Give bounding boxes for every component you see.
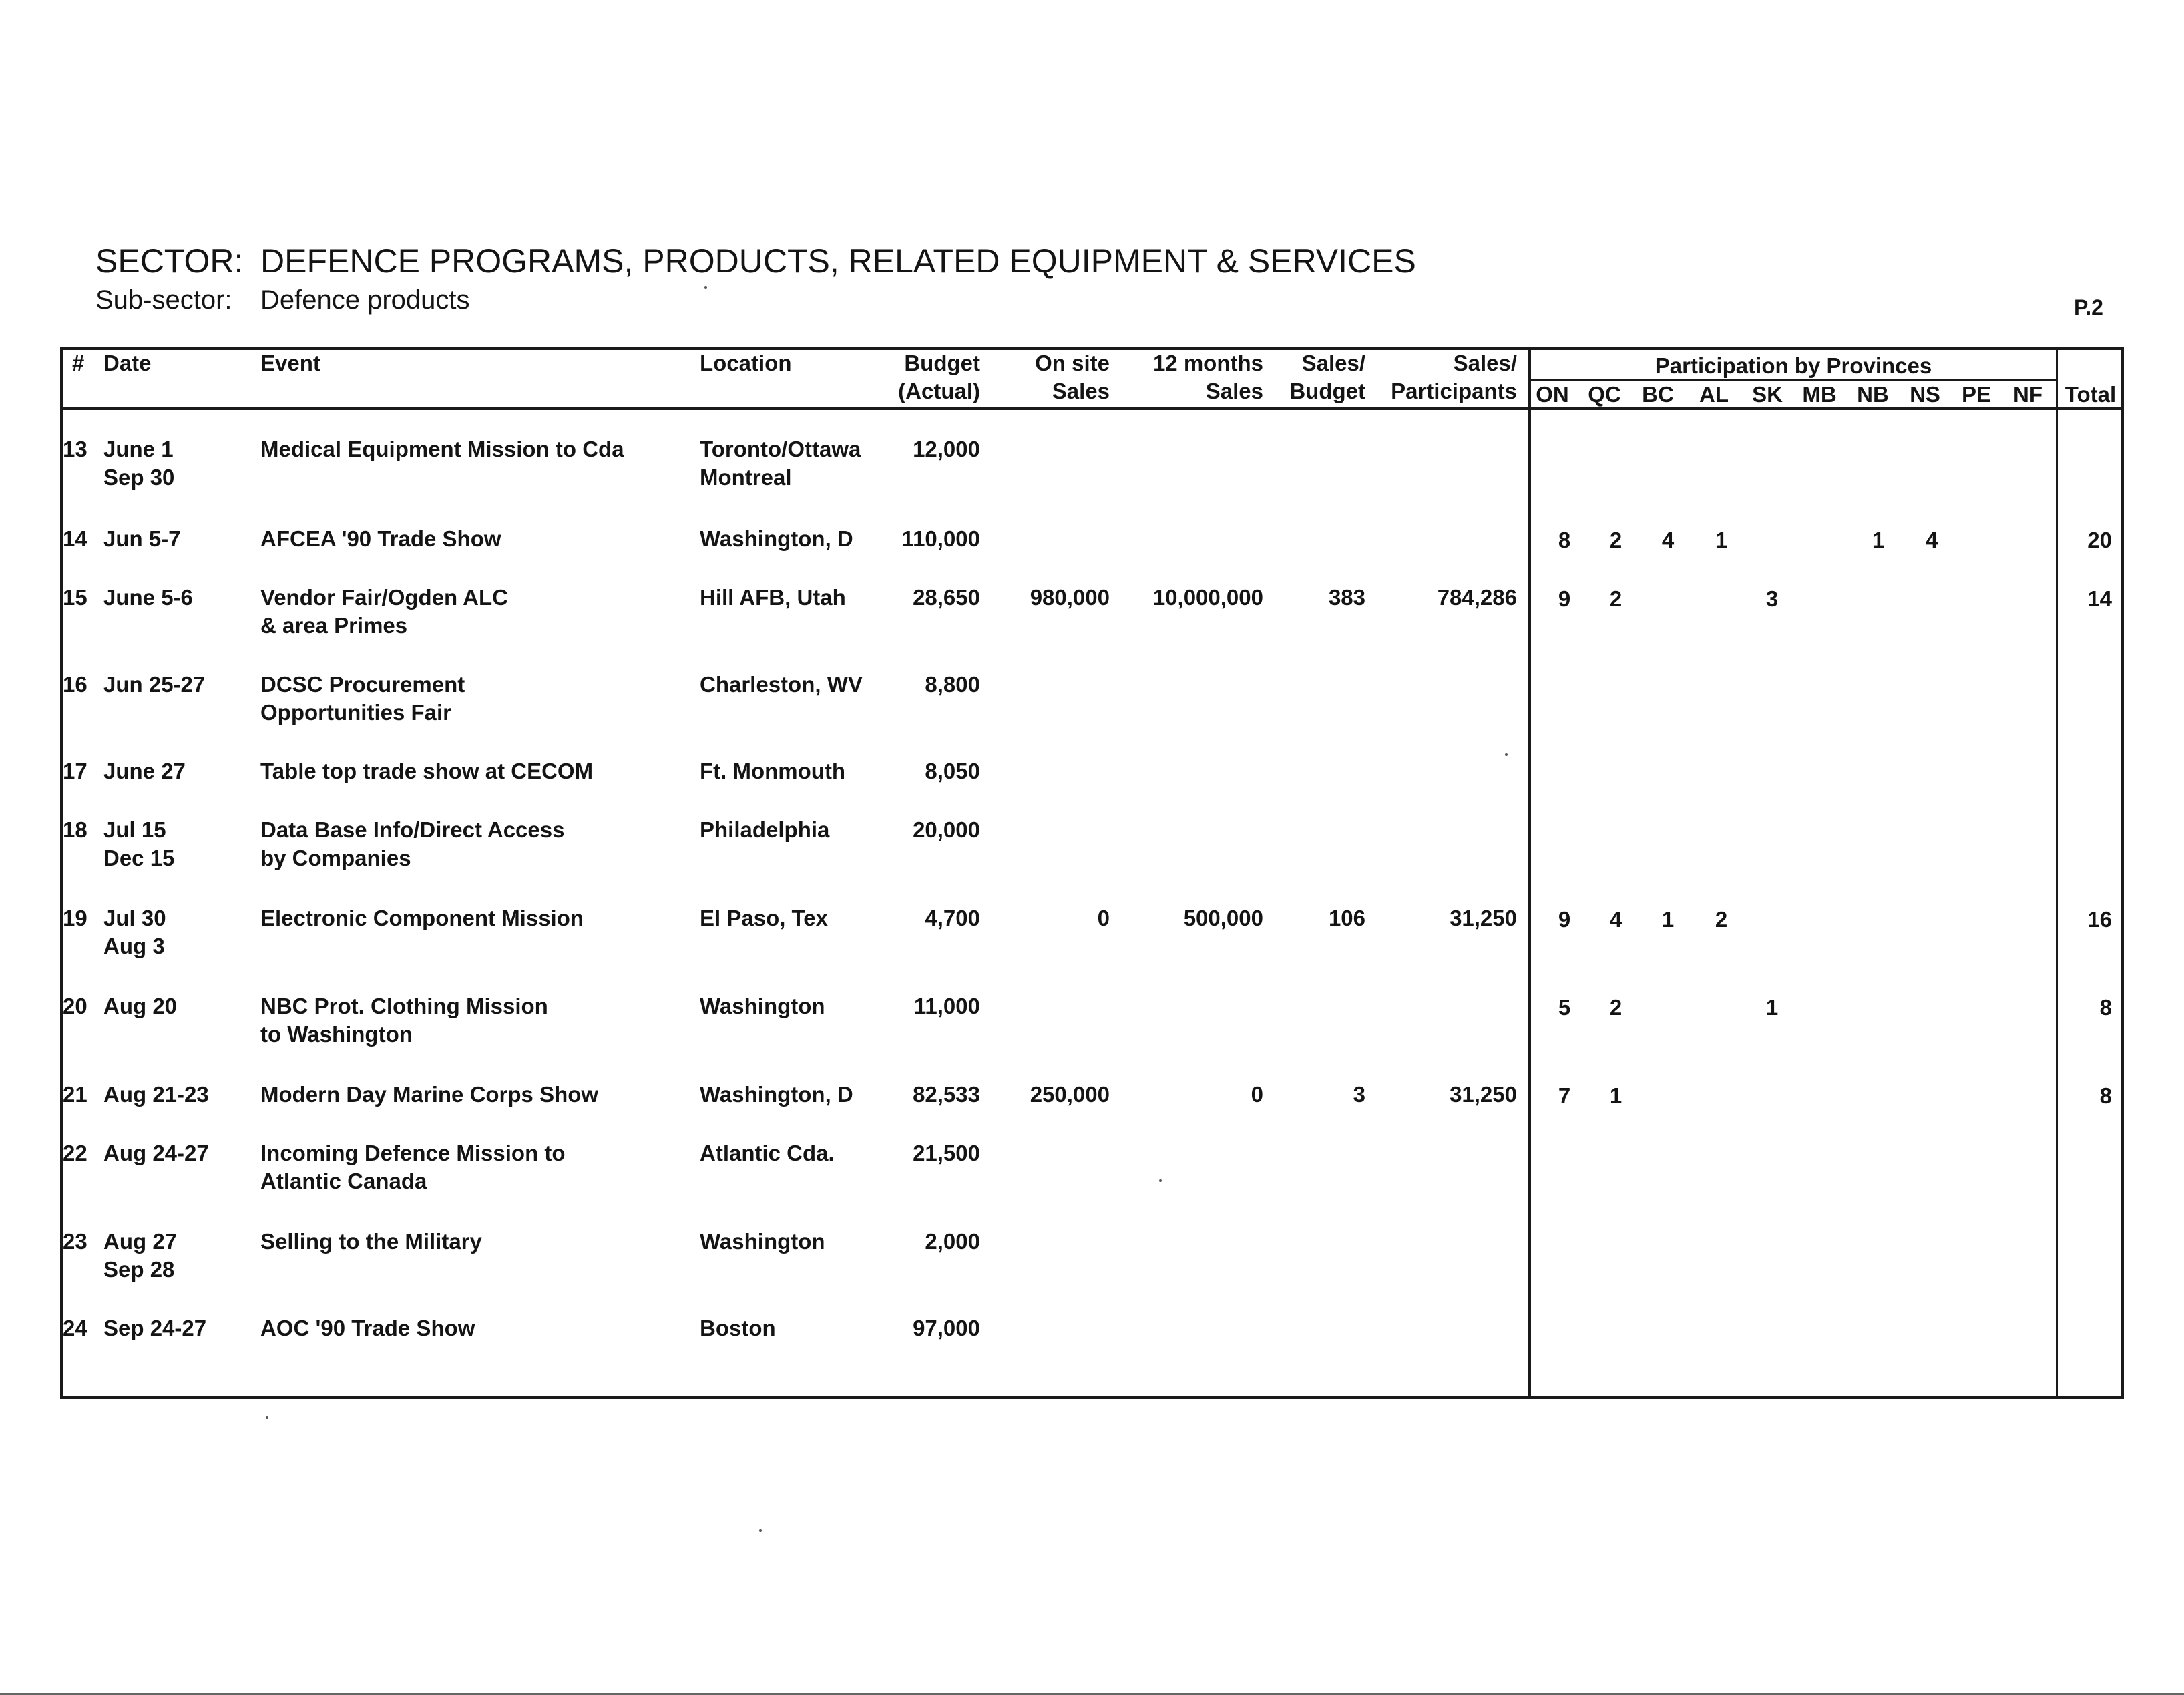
cell-budget: 12,000 xyxy=(913,437,980,461)
cell-location: Charleston, WV xyxy=(700,672,863,697)
header-12-months-sales: 12 months Sales xyxy=(1152,351,1263,403)
cell-sales-budget: 3 xyxy=(1353,1082,1365,1107)
cell-total: 8 xyxy=(2099,995,2112,1020)
cell-budget: 8,800 xyxy=(925,672,980,697)
cell-event: Vendor Fair/Ogden ALC & area Primes xyxy=(260,585,508,638)
cell-date: Sep 24-27 xyxy=(103,1316,207,1340)
cell-num: 15 xyxy=(63,585,87,610)
cell-date: Aug 27 Sep 28 xyxy=(103,1229,178,1282)
cell-num: 24 xyxy=(63,1316,87,1340)
cell-budget: 8,050 xyxy=(925,759,980,783)
cell-sales-participants: 784,286 xyxy=(1437,585,1517,610)
cell-sales-budget: 383 xyxy=(1328,585,1365,610)
header-sales-budget: Sales/ Budget xyxy=(1289,351,1365,403)
cell-budget: 20,000 xyxy=(913,817,980,842)
cell-num: 17 xyxy=(63,759,87,783)
cell-location: Philadelphia xyxy=(700,817,830,842)
cell-num: 14 xyxy=(63,526,87,551)
cell-event: Data Base Info/Direct Access by Companies xyxy=(260,817,565,870)
cell-province-on: 5 xyxy=(1558,995,1571,1020)
cell-num: 18 xyxy=(63,817,87,842)
cell-months12: 10,000,000 xyxy=(1152,585,1263,610)
cell-province-on: 7 xyxy=(1558,1083,1571,1108)
cell-num: 22 xyxy=(63,1141,87,1165)
cell-total: 14 xyxy=(2087,586,2112,611)
cell-date: Aug 21-23 xyxy=(103,1082,209,1107)
cell-event: NBC Prot. Clothing Mission to Washington xyxy=(260,994,548,1047)
cell-location: El Paso, Tex xyxy=(700,906,828,930)
cell-date: June 5-6 xyxy=(103,585,193,610)
scan-speck xyxy=(704,286,707,289)
header-budget: Budget (Actual) xyxy=(898,351,980,403)
sector-title: DEFENCE PROGRAMS, PRODUCTS, RELATED EQUIPMENT & SERVICES xyxy=(260,242,1416,280)
cell-num: 19 xyxy=(63,906,87,930)
cell-province-on: 8 xyxy=(1558,528,1571,552)
cell-province-sk: 3 xyxy=(1765,586,1779,611)
cell-date: Jun 5-7 xyxy=(103,526,181,551)
header-province-nf: NF xyxy=(2013,382,2042,407)
cell-num: 16 xyxy=(63,672,87,697)
cell-sales-budget: 106 xyxy=(1328,906,1365,930)
cell-months12: 500,000 xyxy=(1183,906,1263,930)
header-province-sk: SK xyxy=(1752,382,1783,407)
cell-event: Incoming Defence Mission to Atlantic Canada xyxy=(260,1141,566,1193)
header-participation-by-provinces: Participation by Provinces xyxy=(1655,353,1932,378)
cell-budget: 110,000 xyxy=(901,526,980,551)
cell-province-qc: 4 xyxy=(1609,907,1622,932)
cell-event: Electronic Component Mission xyxy=(260,906,584,930)
cell-date: June 27 xyxy=(103,759,186,783)
cell-location: Boston xyxy=(700,1316,776,1340)
cell-date: Jul 15 Dec 15 xyxy=(103,817,175,870)
header-total: Total xyxy=(2064,382,2117,407)
cell-num: 20 xyxy=(63,994,87,1018)
cell-event: AOC '90 Trade Show xyxy=(260,1316,475,1340)
header-province-mb: MB xyxy=(1802,382,1837,407)
cell-onsite: 980,000 xyxy=(1030,585,1110,610)
cell-location: Washington xyxy=(700,994,825,1018)
cell-onsite: 0 xyxy=(1097,906,1110,930)
cell-province-on: 9 xyxy=(1558,907,1571,932)
cell-event: Selling to the Military xyxy=(260,1229,482,1254)
cell-budget: 11,000 xyxy=(913,994,980,1018)
header-sales-participants: Sales/ Participants xyxy=(1391,351,1517,403)
cell-province-al: 1 xyxy=(1715,528,1728,552)
cell-budget: 21,500 xyxy=(913,1141,980,1165)
cell-location: Washington, D xyxy=(700,1082,853,1107)
cell-province-qc: 1 xyxy=(1609,1083,1622,1108)
header-event: Event xyxy=(260,351,320,375)
cell-province-al: 2 xyxy=(1715,907,1728,932)
scan-speck xyxy=(759,1529,762,1532)
cell-budget: 4,700 xyxy=(925,906,980,930)
cell-num: 13 xyxy=(63,437,87,461)
header-province-on: ON xyxy=(1536,382,1569,407)
header-province-nb: NB xyxy=(1857,382,1889,407)
cell-province-bc: 1 xyxy=(1661,907,1675,932)
cell-total: 8 xyxy=(2099,1083,2112,1108)
cell-date: June 1 Sep 30 xyxy=(103,437,175,490)
header-date: Date xyxy=(103,351,152,375)
subsector-label: Sub-sector: xyxy=(95,285,232,315)
header-province-al: AL xyxy=(1699,382,1729,407)
header-province-bc: BC xyxy=(1642,382,1674,407)
provinces-left-rule xyxy=(1528,347,1531,1399)
cell-province-bc: 4 xyxy=(1661,528,1675,552)
cell-date: Aug 24-27 xyxy=(103,1141,209,1165)
cell-budget: 28,650 xyxy=(913,585,980,610)
total-left-rule xyxy=(2056,347,2058,1399)
cell-event: Modern Day Marine Corps Show xyxy=(260,1082,599,1107)
cell-event: DCSC Procurement Opportunities Fair xyxy=(260,672,465,725)
cell-province-ns: 4 xyxy=(1925,528,1938,552)
cell-location: Atlantic Cda. xyxy=(700,1141,835,1165)
scan-speck xyxy=(1159,1179,1162,1182)
header-province-pe: PE xyxy=(1961,382,1992,407)
header-province-ns: NS xyxy=(1910,382,1940,407)
sector-label: SECTOR: xyxy=(95,242,244,280)
page-number: P.2 xyxy=(2074,295,2103,319)
header-province-qc: QC xyxy=(1588,382,1621,407)
cell-event: Table top trade show at CECOM xyxy=(260,759,594,783)
cell-num: 21 xyxy=(63,1082,87,1107)
cell-province-qc: 2 xyxy=(1609,995,1622,1020)
cell-province-sk: 1 xyxy=(1765,995,1779,1020)
cell-sales-participants: 31,250 xyxy=(1450,1082,1517,1107)
scan-speck xyxy=(266,1416,268,1419)
cell-budget: 97,000 xyxy=(913,1316,980,1340)
cell-location: Hill AFB, Utah xyxy=(700,585,846,610)
header-onsite-sales: On site Sales xyxy=(1035,351,1110,403)
cell-province-nb: 1 xyxy=(1872,528,1885,552)
cell-sales-participants: 31,250 xyxy=(1450,906,1517,930)
cell-location: Ft. Monmouth xyxy=(700,759,846,783)
cell-budget: 2,000 xyxy=(925,1229,980,1254)
header-num: # xyxy=(72,351,85,375)
subsector-title: Defence products xyxy=(260,285,470,315)
cell-date: Jun 25-27 xyxy=(103,672,206,697)
cell-event: AFCEA '90 Trade Show xyxy=(260,526,501,551)
cell-budget: 82,533 xyxy=(913,1082,980,1107)
cell-province-qc: 2 xyxy=(1609,586,1622,611)
cell-total: 20 xyxy=(2087,528,2112,552)
scan-speck xyxy=(1505,753,1508,756)
cell-province-on: 9 xyxy=(1558,586,1571,611)
cell-num: 23 xyxy=(63,1229,87,1254)
cell-location: Washington xyxy=(700,1229,825,1254)
cell-onsite: 250,000 xyxy=(1030,1082,1110,1107)
cell-months12: 0 xyxy=(1251,1082,1263,1107)
cell-date: Aug 20 xyxy=(103,994,178,1018)
cell-event: Medical Equipment Mission to Cda xyxy=(260,437,624,461)
cell-location: Toronto/Ottawa Montreal xyxy=(700,437,861,490)
cell-location: Washington, D xyxy=(700,526,853,551)
cell-province-qc: 2 xyxy=(1609,528,1622,552)
header-location: Location xyxy=(700,351,792,375)
cell-total: 16 xyxy=(2087,907,2112,932)
cell-date: Jul 30 Aug 3 xyxy=(103,906,166,958)
